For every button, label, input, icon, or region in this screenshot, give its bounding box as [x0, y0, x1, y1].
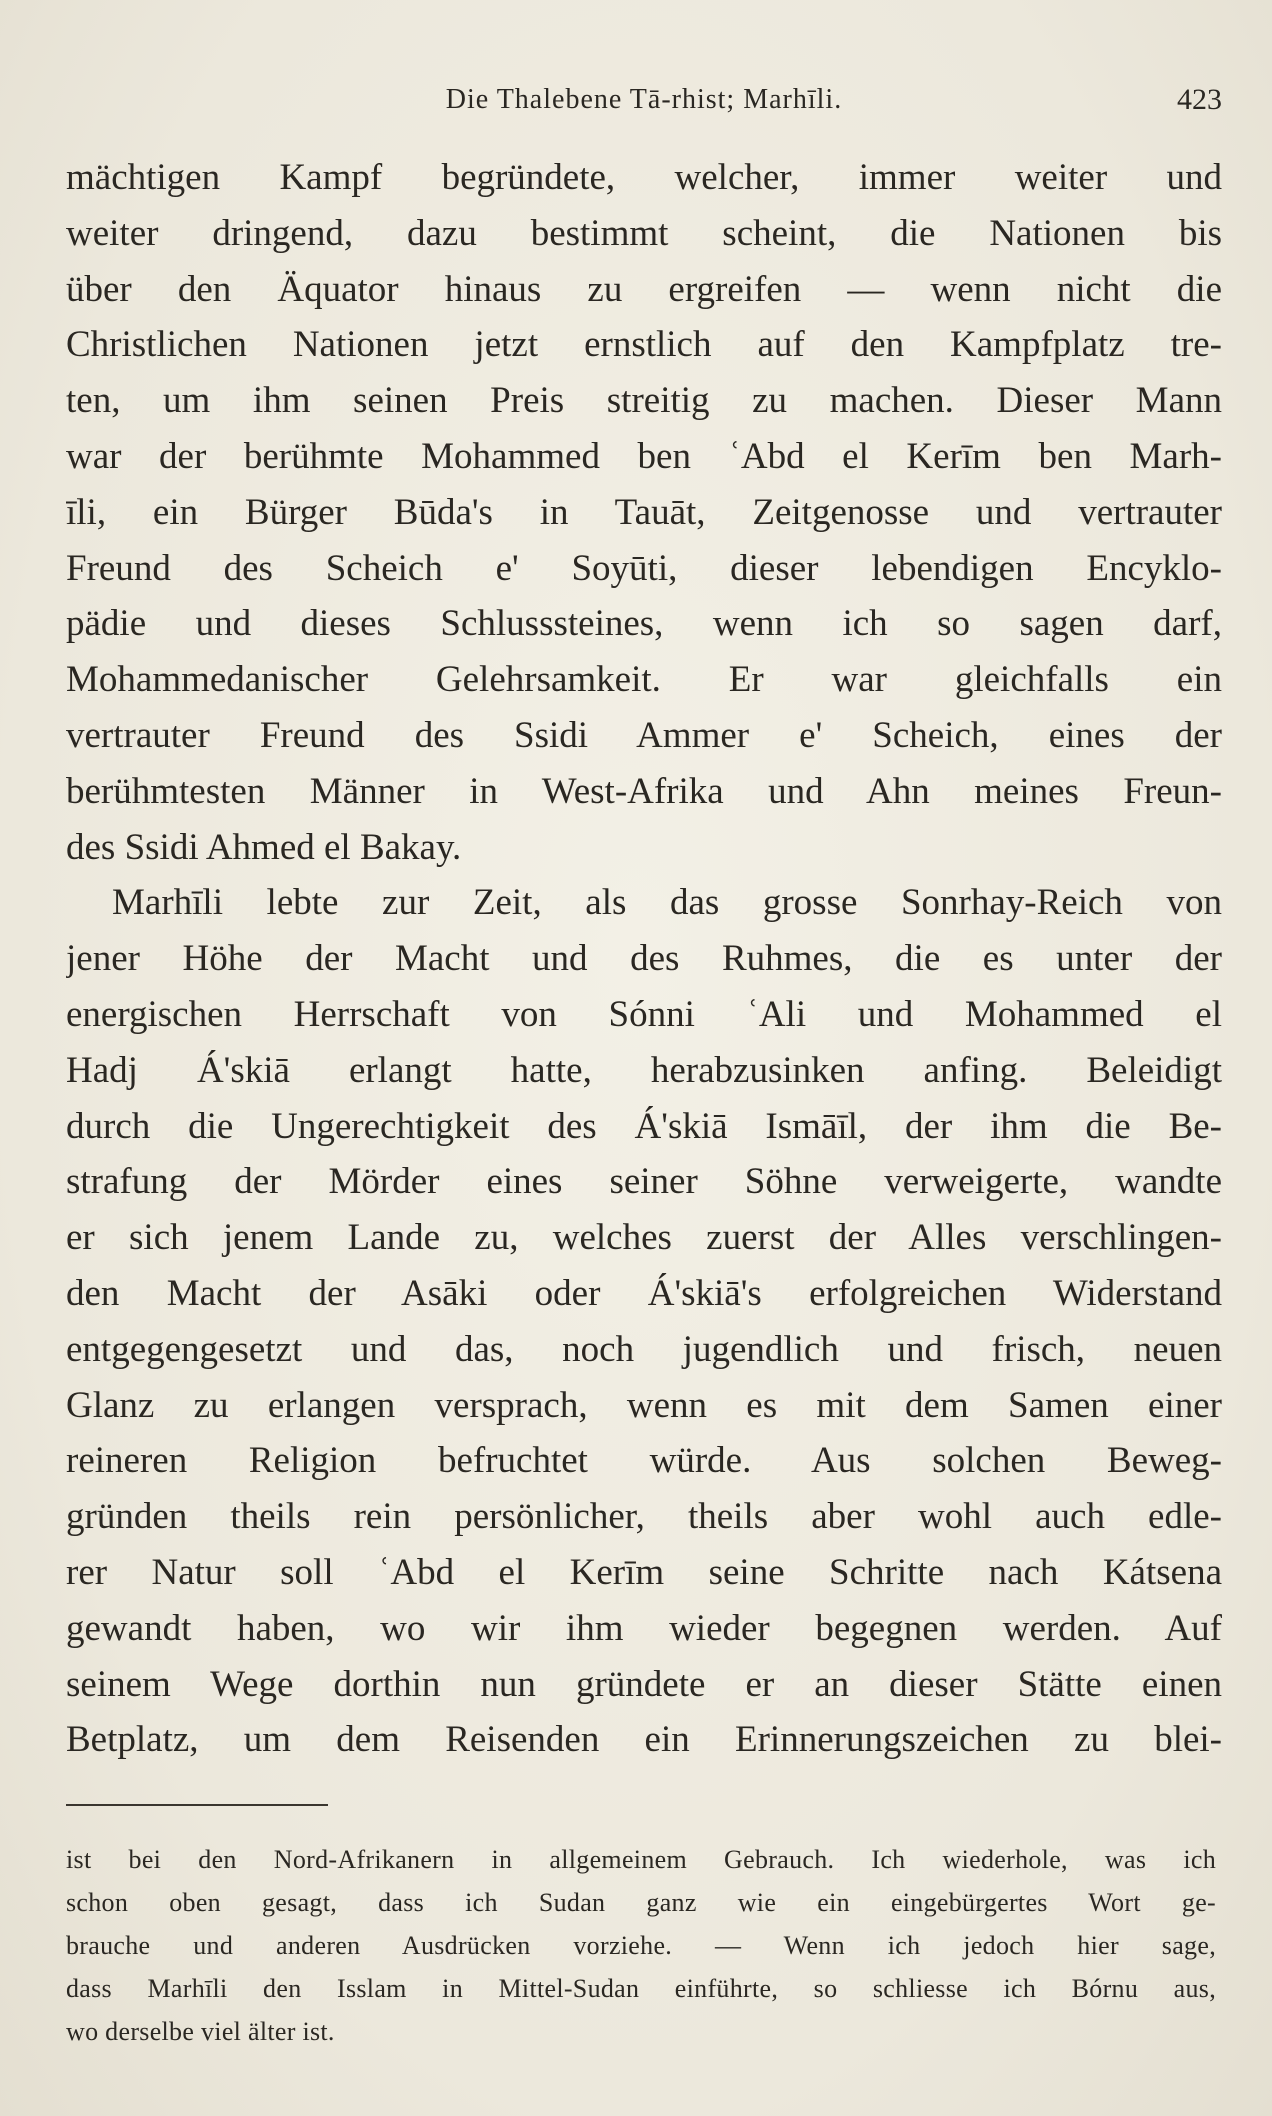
text-line: pädie und dieses Schlusssteines, wenn ich so sagen darf, — [66, 603, 1222, 645]
text-line: Betplatz, um dem Reisenden ein Erinnerungszeichen zu blei- — [66, 1719, 1222, 1761]
text-line: jener Höhe der Macht und des Ruhmes, die es unter der — [66, 938, 1222, 980]
text-line: weiter dringend, dazu bestimmt scheint, die Nationen bis — [66, 212, 1222, 254]
text-line: ten, um ihm seinen Preis streitig zu machen. Dieser Mann — [66, 380, 1222, 422]
text-line: īli, ein Bürger Būda's in Tauāt, Zeitgenosse und vertrauter — [66, 491, 1222, 533]
text-line: Freund des Scheich e' Soyūti, dieser lebendigen Encyklo- — [66, 547, 1222, 589]
text-line: reineren Religion befruchtet würde. Aus solchen Beweg- — [66, 1440, 1222, 1482]
paragraph-start-line: Marhīli lebte zur Zeit, als das grosse Sonrhay-Reich von — [112, 882, 1222, 924]
footnote-line: brauche und anderen Ausdrücken vorziehe. — Wenn ich jedoch hier sage, — [66, 1931, 1216, 1960]
text-line: entgegengesetzt und das, noch jugendlich und frisch, neuen — [66, 1328, 1222, 1370]
footnote-line: ist bei den Nord-Afrikanern in allgemeinem Gebrauch. Ich wiederhole, was ich — [66, 1845, 1216, 1874]
text-line: Christlichen Nationen jetzt ernstlich auf den Kampfplatz tre- — [66, 324, 1222, 366]
text-line: war der berühmte Mohammed ben ʿAbd el Kerīm ben Marh- — [66, 435, 1222, 477]
page-number: 423 — [1177, 83, 1222, 116]
footnote — [66, 1838, 1216, 2053]
running-title: Die Thalebene Tā-rhist; Marhīli. — [445, 84, 843, 115]
text-line: des Ssidi Ahmed el Bakay. — [66, 826, 462, 868]
footnote-line: schon oben gesagt, dass ich Sudan ganz wie ein eingebürgertes Wort ge- — [66, 1888, 1216, 1917]
text-line: gründen theils rein persönlicher, theils aber wohl auch edle- — [66, 1496, 1222, 1538]
text-line: energischen Herrschaft von Sónni ʿAli und Mohammed el — [66, 993, 1222, 1035]
text-line: durch die Ungerechtigkeit des Á'skiā Ismāīl, der ihm die Be- — [66, 1105, 1222, 1147]
page-header — [66, 78, 1222, 122]
text-line: den Macht der Asāki oder Á'skiā's erfolgreichen Widerstand — [66, 1272, 1222, 1314]
text-line: über den Äquator hinaus zu ergreifen — wenn nicht die — [66, 268, 1222, 310]
text-line: er sich jenem Lande zu, welches zuerst der Alles verschlingen- — [66, 1217, 1222, 1259]
text-line: Mohammedanischer Gelehrsamkeit. Er war gleichfalls ein — [66, 659, 1222, 701]
text-line: seinem Wege dorthin nun gründete er an dieser Stätte einen — [66, 1663, 1222, 1705]
text-line: rer Natur soll ʿAbd el Kerīm seine Schritte nach Kátsena — [66, 1551, 1222, 1593]
text-line: vertrauter Freund des Ssidi Ammer e' Scheich, eines der — [66, 714, 1222, 756]
footnote-line: wo derselbe viel älter ist. — [66, 2017, 335, 2046]
footnote-line: dass Marhīli den Isslam in Mittel-Sudan einführte, so schliesse ich Bórnu aus, — [66, 1974, 1216, 2003]
text-line: gewandt haben, wo wir ihm wieder begegnen werden. Auf — [66, 1607, 1222, 1649]
text-line: strafung der Mörder eines seiner Söhne verweigerte, wandte — [66, 1161, 1222, 1203]
text-line: Glanz zu erlangen versprach, wenn es mit dem Samen einer — [66, 1384, 1222, 1426]
footnote-rule — [66, 1804, 328, 1806]
main-text — [66, 150, 1222, 1768]
text-line: mächtigen Kampf begründete, welcher, immer weiter und — [66, 157, 1222, 198]
text-line: Hadj Á'skiā erlangt hatte, herabzusinken anfing. Beleidigt — [66, 1049, 1222, 1091]
text-line: berühmtesten Männer in West-Afrika und Ahn meines Freun- — [66, 770, 1222, 812]
